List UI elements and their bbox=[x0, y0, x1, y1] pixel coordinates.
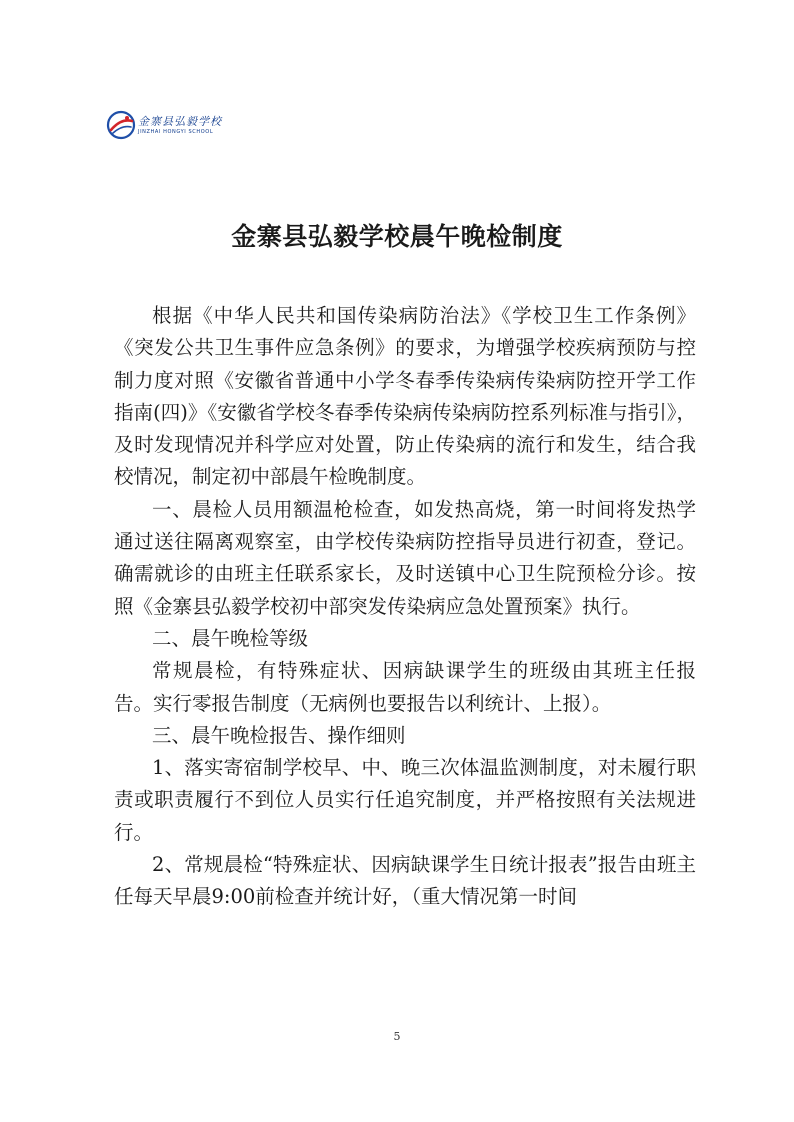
school-header bbox=[106, 110, 222, 140]
document-title: 金寨县弘毅学校晨午晚检制度 bbox=[231, 222, 563, 251]
paragraph-item-1: 1、落实寄宿制学校早、中、晚三次体温监测制度，对未履行职责或职责履行不到位人员实行任追究制度，并严格按照有关法规进行。 bbox=[114, 756, 696, 844]
school-name-en: JINZHAI HONGYI SCHOOL bbox=[138, 129, 214, 135]
section-heading-report: 三、晨午晚检报告、操作细则 bbox=[152, 723, 406, 747]
paragraph-item-2: 2、常规晨检“特殊症状、因病缺课学生日统计报表”报告由班主任每天早晨9:00前检查并统计好，（重大情况第一时间 bbox=[114, 853, 696, 909]
paragraph-morning-check: 一、晨检人员用额温枪检查，如发热高烧，第一时间将发热学通过送往隔离观察室，由学校传染病防控指导员进行初查，登记。确需就诊的由班主任联系家长，及时送镇中心卫生院预检分诊。按照《金寨县弘毅学校初中部突发传染病应急处置预案》执行。 bbox=[114, 497, 696, 618]
school-name-cn: 金寨县弘毅学校 bbox=[138, 115, 222, 128]
page-number: 5 bbox=[393, 1030, 401, 1043]
school-name-block bbox=[138, 115, 222, 135]
section-heading-levels: 二、晨午晚检等级 bbox=[152, 626, 309, 650]
paragraph-routine-check: 常规晨检，有特殊症状、因病缺课学生的班级由其班主任报告。实行零报告制度（无病例也要报告以利统计、上报）。 bbox=[114, 659, 696, 715]
paragraph-intro: 根据《中华人民共和国传染病防治法》《学校卫生工作条例》《突发公共卫生事件应急条例》的要求，为增强学校疾病预防与控制力度对照《安徽省普通中小学冬春季传染病传染病防控开学工作指南(四)》《安徽省学校冬春季传染病传染病防控系列标准与指引》，及时发现情况并科学应对处置，防止传染病的流行和发生，结合我校情况，制定初中部晨午检晚制度。 bbox=[114, 304, 696, 489]
document-body bbox=[114, 300, 696, 914]
school-logo-icon bbox=[106, 110, 136, 140]
